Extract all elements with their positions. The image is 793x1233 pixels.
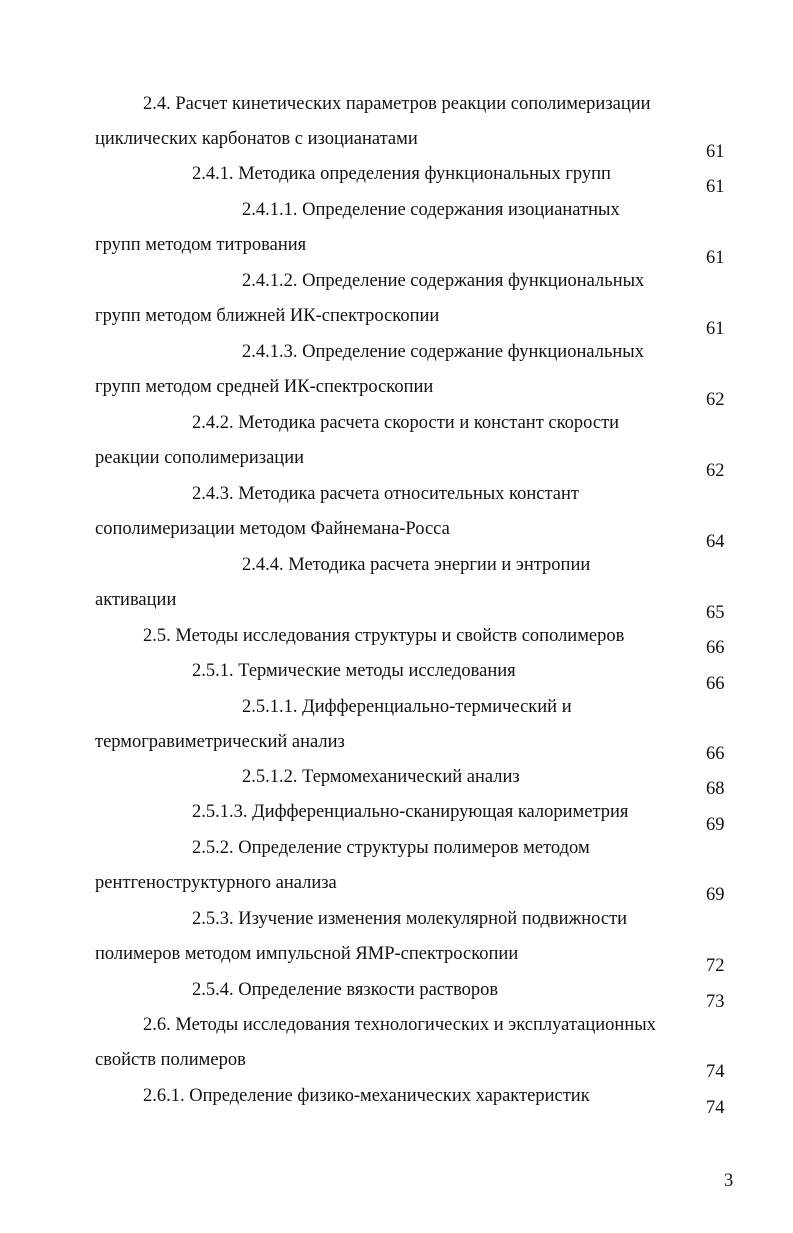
toc-entry-line: 2.6.1. Определение физико-механических характеристик <box>143 1086 590 1106</box>
toc-entry-line: групп методом ближней ИК-спектроскопии <box>95 306 440 326</box>
toc-entry-line: 2.4.1. Методика определения функциональных групп <box>192 164 611 184</box>
toc-entry-line: 2.4.3. Методика расчета относительных констант <box>192 484 579 504</box>
toc-entry-line: групп методом титрования <box>95 235 307 255</box>
toc-entry-line: 2.5.1.3. Дифференциально-сканирующая калориметрия <box>192 802 629 822</box>
toc-page-number: 65 <box>706 603 725 623</box>
toc-entry-line: 2.5.1.2. Термомеханический анализ <box>242 767 520 787</box>
toc-entry-line: 2.6. Методы исследования технологических и эксплуатационных <box>143 1015 656 1035</box>
toc-page-number: 73 <box>706 992 725 1012</box>
toc-entry-line: групп методом средней ИК-спектроскопии <box>95 377 434 397</box>
toc-page-number: 61 <box>706 248 725 268</box>
toc-entry-line: 2.4.2. Методика расчета скорости и констант скорости <box>192 413 620 433</box>
toc-page-number: 66 <box>706 674 725 694</box>
toc-page-number: 69 <box>706 815 725 835</box>
toc-page-number: 74 <box>706 1062 725 1082</box>
toc-page-number: 66 <box>706 744 725 764</box>
toc-entry-line: 2.4.1.1. Определение содержания изоцианатных <box>242 200 620 220</box>
toc-entry-line: 2.4.4. Методика расчета энергии и энтропии <box>242 555 591 575</box>
toc-entry-line: свойств полимеров <box>95 1050 246 1070</box>
toc-entry-line: 2.5.1. Термические методы исследования <box>192 661 516 681</box>
page-number: 3 <box>724 1171 734 1191</box>
toc-page-number: 62 <box>706 461 725 481</box>
toc-entry-line: 2.5.2. Определение структуры полимеров методом <box>192 838 590 858</box>
toc-page-number: 66 <box>706 638 725 658</box>
toc-entry-line: 2.5.1.1. Дифференциально-термический и <box>242 697 572 717</box>
toc-entry-line: полимеров методом импульсной ЯМР-спектроскопии <box>95 944 519 964</box>
toc-entry-line: 2.4.1.3. Определение содержание функциональных <box>242 342 644 362</box>
toc-entry-line: 2.4.1.2. Определение содержания функциональных <box>242 271 645 291</box>
toc-page-number: 68 <box>706 779 725 799</box>
toc-entry-line: сополимеризации методом Файнемана-Росса <box>95 519 450 539</box>
toc-entry-line: реакции сополимеризации <box>95 448 305 468</box>
toc-page-number: 61 <box>706 177 725 197</box>
toc-page-number: 74 <box>706 1098 725 1118</box>
toc-entry-line: термогравиметрический анализ <box>95 732 345 752</box>
toc-entry-line: 2.5.4. Определение вязкости растворов <box>192 980 499 1000</box>
toc-entry-line: активации <box>95 590 177 610</box>
toc-page-number: 69 <box>706 885 725 905</box>
toc-entry-line: рентгеноструктурного анализа <box>95 873 337 893</box>
toc-page-number: 64 <box>706 532 725 552</box>
toc-page-number: 72 <box>706 956 725 976</box>
toc-entry-line: 2.5. Методы исследования структуры и свойств сополимеров <box>143 626 625 646</box>
toc-entry-line: 2.4. Расчет кинетических параметров реакции сополимеризации <box>143 94 651 114</box>
toc-page-number: 61 <box>706 142 725 162</box>
toc-page-number: 62 <box>706 390 725 410</box>
toc-entry-line: циклических карбонатов с изоцианатами <box>95 129 418 149</box>
toc-page-number: 61 <box>706 319 725 339</box>
toc-entry-line: 2.5.3. Изучение изменения молекулярной подвижности <box>192 909 628 929</box>
